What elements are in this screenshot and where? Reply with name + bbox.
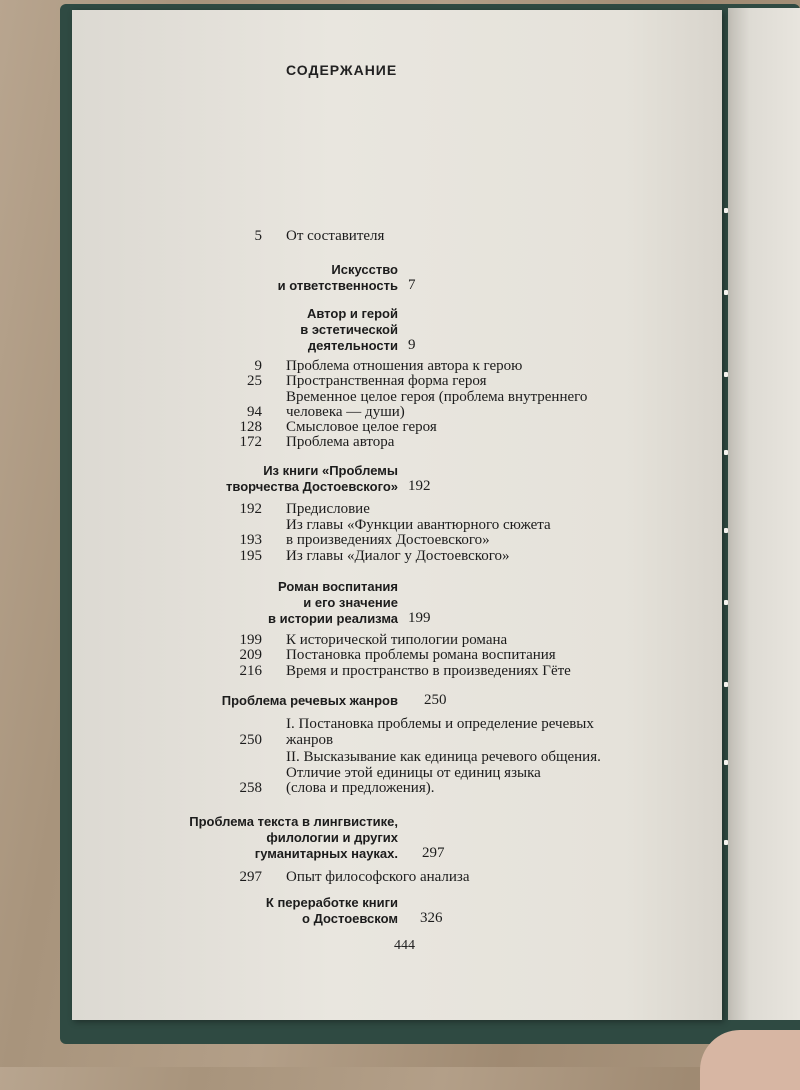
binding-stitch bbox=[724, 290, 728, 295]
binding-stitch bbox=[724, 528, 728, 533]
toc-entry: Предисловие bbox=[286, 501, 370, 517]
section-page-number: 326 bbox=[420, 910, 443, 926]
toc-entry: (слова и предложения). bbox=[286, 780, 435, 796]
toc-entry: II. Высказывание как единица речевого общения. bbox=[286, 749, 601, 765]
toc-entry: Опыт философского анализа bbox=[286, 869, 470, 885]
binding-stitch bbox=[724, 372, 728, 377]
section-page-number: 199 bbox=[408, 610, 431, 626]
section-heading: в эстетической bbox=[300, 322, 398, 337]
section-heading: гуманитарных науках. bbox=[254, 846, 398, 861]
toc-page-number: 199 bbox=[239, 632, 262, 648]
section-page-number: 297 bbox=[422, 845, 445, 861]
toc-entry: От составителя bbox=[286, 228, 385, 244]
section-heading: деятельности bbox=[307, 338, 398, 353]
toc-page-number: 209 bbox=[239, 647, 262, 663]
toc-page-number: 216 bbox=[239, 663, 262, 679]
section-heading: Роман воспитания bbox=[278, 579, 398, 594]
toc-page-number: 5 bbox=[254, 228, 262, 244]
toc-entry: жанров bbox=[286, 732, 334, 748]
toc-entry: К исторической типологии романа bbox=[286, 632, 508, 648]
toc-page-number: 258 bbox=[239, 780, 262, 796]
toc-page-number: 250 bbox=[239, 732, 262, 748]
section-heading: и ответственность bbox=[277, 278, 398, 293]
toc-page-number: 9 bbox=[254, 358, 262, 374]
page-title: СОДЕРЖАНИЕ bbox=[286, 62, 398, 78]
finger bbox=[700, 1030, 800, 1090]
section-heading: Проблема текста в лингвистике, bbox=[189, 814, 398, 829]
right-page-edge bbox=[728, 8, 800, 1020]
toc-entry: Время и пространство в произведениях Гёте bbox=[286, 663, 571, 679]
toc-entry: Из главы «Диалог у Достоевского» bbox=[286, 548, 510, 564]
toc-page-number: 193 bbox=[239, 532, 262, 548]
section-page-number: 7 bbox=[408, 277, 416, 293]
binding-stitch bbox=[724, 600, 728, 605]
section-page-number: 250 bbox=[424, 692, 447, 708]
toc-page-number: 172 bbox=[239, 434, 262, 450]
section-heading: и его значение bbox=[303, 595, 398, 610]
toc-page-number: 128 bbox=[239, 419, 262, 435]
toc-entry: Отличие этой единицы от единиц языка bbox=[286, 765, 541, 781]
toc-page-number: 297 bbox=[239, 869, 262, 885]
toc-entry: Смысловое целое героя bbox=[286, 419, 437, 435]
section-heading: Из книги «Проблемы bbox=[263, 463, 398, 478]
toc-page-number: 195 bbox=[239, 548, 262, 564]
toc-page-number: 192 bbox=[239, 501, 262, 517]
section-heading: филологии и других bbox=[266, 830, 398, 845]
toc-entry: Проблема отношения автора к герою bbox=[286, 358, 523, 374]
section-heading: Искусство bbox=[331, 262, 398, 277]
toc-entry: Временное целое героя (проблема внутреннего bbox=[286, 389, 588, 405]
toc-entry: Пространственная форма героя bbox=[286, 373, 487, 389]
toc-entry: в произведениях Достоевского» bbox=[286, 532, 490, 548]
section-page-number: 9 bbox=[408, 337, 416, 353]
binding-stitch bbox=[724, 682, 728, 687]
binding-stitch bbox=[724, 450, 728, 455]
binding-stitch bbox=[724, 208, 728, 213]
binding-stitch bbox=[724, 840, 728, 845]
toc-page-number: 94 bbox=[247, 404, 262, 420]
page-number-footer: 444 bbox=[394, 938, 415, 953]
toc-entry: Проблема автора bbox=[286, 434, 395, 450]
section-heading: Проблема речевых жанров bbox=[221, 693, 398, 708]
toc-entry: Постановка проблемы романа воспитания bbox=[286, 647, 556, 663]
section-heading: Автор и герой bbox=[306, 306, 398, 321]
toc-entry: человека — души) bbox=[286, 404, 405, 420]
binding-stitch bbox=[724, 760, 728, 765]
section-page-number: 192 bbox=[408, 478, 431, 494]
section-heading: в истории реализма bbox=[268, 611, 398, 626]
toc-page-number: 25 bbox=[247, 373, 262, 389]
section-heading: К переработке книги bbox=[265, 895, 398, 910]
toc-entry: I. Постановка проблемы и определение речевых bbox=[286, 716, 594, 732]
section-heading: о Достоевском bbox=[302, 911, 398, 926]
section-heading: творчества Достоевского» bbox=[226, 479, 398, 494]
toc-entry: Из главы «Функции авантюрного сюжета bbox=[286, 517, 551, 533]
